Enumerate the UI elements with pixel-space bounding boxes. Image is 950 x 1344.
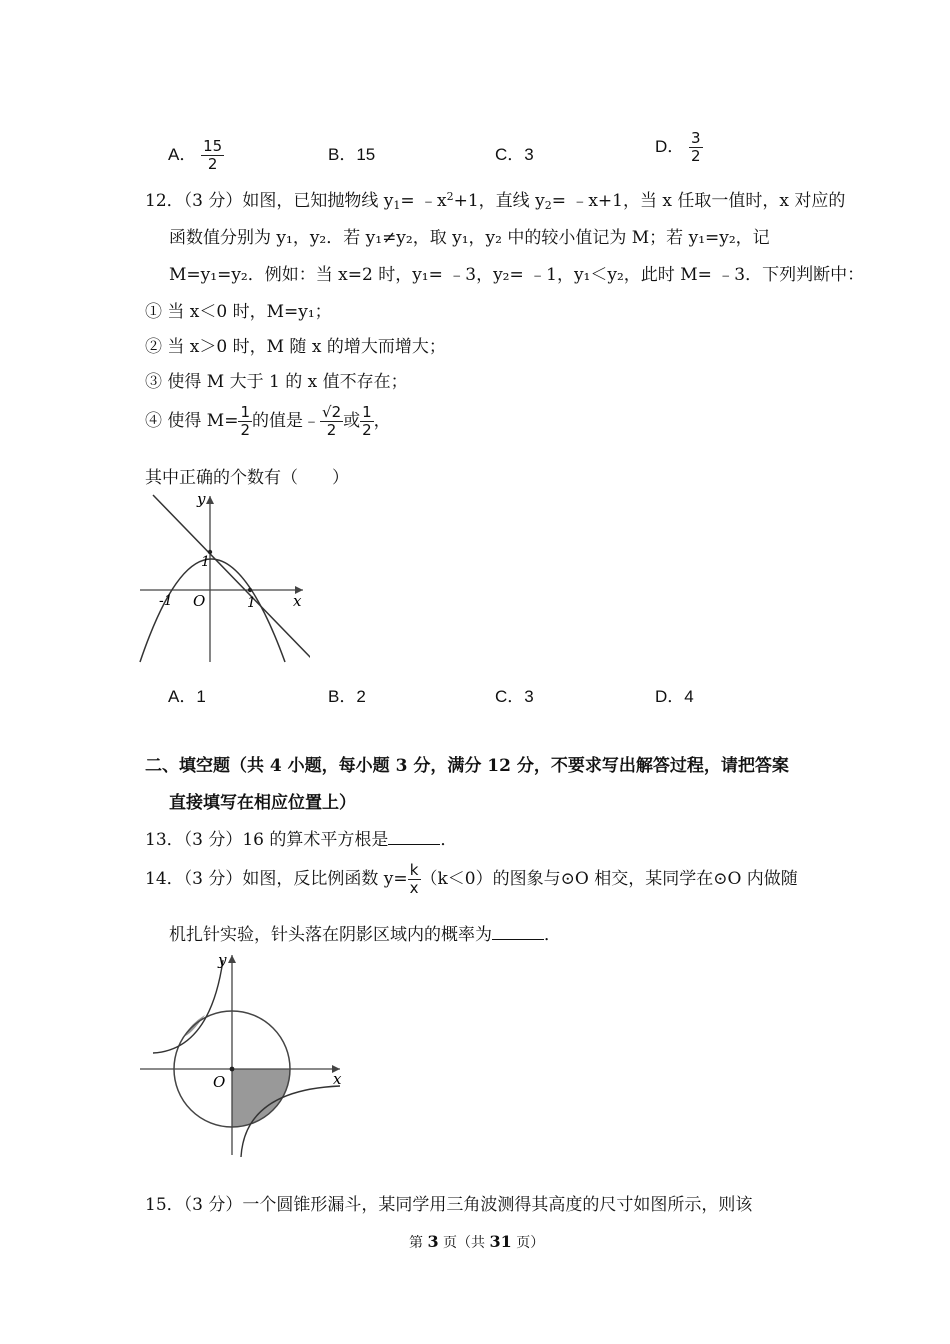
q12-x-label: x	[293, 592, 302, 610]
q11-option-d: D． $\frac{3}{2}$	[655, 129, 701, 165]
q12-option-c: C．3	[495, 687, 534, 706]
q12-label-1x: 1	[247, 595, 256, 611]
q12-y-label: y	[197, 490, 206, 508]
q12-fraction-half: $\frac{1}{2}$	[240, 403, 251, 439]
q14-y-arrow	[228, 955, 236, 963]
q12-option-d: D．4	[655, 687, 694, 706]
q12-fraction-root2-over-2: $\frac{√2}{2}$	[322, 403, 342, 439]
q12-origin-label: O	[193, 592, 206, 610]
current-page-number: 3	[427, 1232, 439, 1251]
q14-line1: 14．（3 分）如图，反比例函数 y= $\frac{k}{x}$ （k＜0）的图象与⊙O 相交，某同学在⊙O 内做随	[145, 861, 798, 897]
q12-statement-4: ④ 使得 M= $\frac{1}{2}$ 的值是﹣ $\frac{√2}{2}$ 或 $\frac{1}{2}$ ，	[145, 403, 391, 439]
q14-line2: 机扎针实验，针头落在阴影区域内的概率为 ．	[169, 925, 561, 945]
q12-line	[153, 495, 310, 658]
q12-option-b: B．2	[328, 687, 366, 706]
q14-y-label: y	[218, 951, 227, 969]
q11-option-a-fraction: $\frac{15}{2}$	[203, 137, 223, 173]
q12-statement-3: ③ 使得 M 大于 1 的 x 值不存在；	[145, 372, 408, 392]
q12-point-x1	[248, 588, 252, 592]
q12-line1: 12．（3 分）如图，已知抛物线 $y_1=$ $﹣x^2+1$，直线 $y_2=$ ﹣x+1，当 x 任取一值时，x 对应的	[145, 190, 846, 212]
q12-line3: M=y₁=y₂．例如：当 x=2 时，y₁= ﹣3，y₂= ﹣1，y₁＜y₂，此时 M= ﹣3．下列判断中：	[169, 265, 865, 285]
q12-y-arrow	[206, 496, 214, 504]
q13: 13．（3 分）16 的算术平方根是 ．	[145, 830, 458, 850]
q11-option-d-fraction: $\frac{3}{2}$	[691, 129, 701, 165]
q14-answer-blank	[492, 923, 544, 940]
section-2-heading-line2: 直接填写在相应位置上）	[169, 793, 356, 813]
total-pages: 31	[489, 1232, 512, 1251]
q12-parabola-graph	[135, 490, 310, 665]
q13-answer-blank	[388, 828, 440, 845]
q14-origin-point	[230, 1067, 235, 1072]
q11-option-c: C．3	[495, 145, 534, 164]
q12-label-neg1: -1	[159, 593, 173, 609]
q14-fraction-k-over-x: $\frac{k}{x}$	[409, 861, 419, 897]
q14-circle-graph	[135, 950, 350, 1160]
q12-statement-1: ① 当 x＜0 时，M=y₁；	[145, 302, 332, 322]
section-2-heading-line1: 二、填空题（共 4 小题，每小题 3 分，满分 12 分，不要求写出解答过程，请把答案	[145, 756, 789, 776]
q12-parabola	[140, 559, 285, 662]
q12-option-a: A．1	[168, 687, 206, 706]
q11-option-a: A． $\frac{15}{2}$	[168, 137, 223, 173]
q11-option-b: B．15	[328, 145, 376, 164]
q12-fraction-half-2: $\frac{1}{2}$	[362, 403, 372, 439]
q14-x-label: x	[333, 1070, 342, 1088]
q12-line2: 函数值分别为 y₁，y₂．若 y₁≠y₂，取 y₁，y₂ 中的较小值记为 M；若 y₁=y₂，记	[169, 228, 770, 248]
q14-origin-label: O	[213, 1073, 226, 1091]
page-footer: 第 3 页（共 31 页）	[409, 1232, 545, 1251]
q12-label-1y: 1	[201, 554, 210, 570]
q12-statement-2: ② 当 x＞0 时，M 随 x 的增大而增大；	[145, 337, 446, 357]
q15-line1: 15．（3 分）一个圆锥形漏斗，某同学用三角波测得其高度的尺寸如图所示，则该	[145, 1195, 753, 1215]
q12-question: 其中正确的个数有（ ）	[145, 468, 349, 488]
